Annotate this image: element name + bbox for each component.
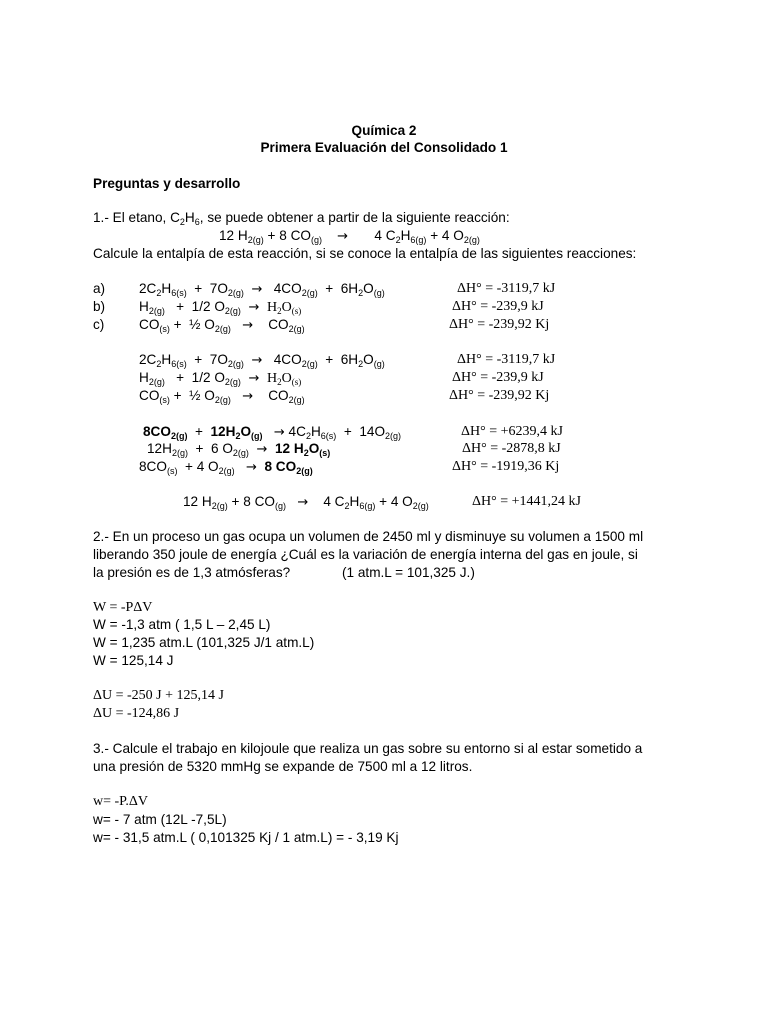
q1-repeat-equation-1: $2C_2H_{6(s)} + 7O_{2(g)} \to 4CO_{2(g)} + 6H_2O_{(g)}$ bbox=[139, 352, 385, 369]
q1-given-equation-c: $CO_{(s)}$ + ½ $O_{2(g)}$ → $CO_{2(g)}$ bbox=[139, 317, 305, 334]
q2-work-formula: W = -PΔV bbox=[93, 600, 153, 615]
q1-statement: 1.- El etano, $C_2H_6$, se puede obtener a partir de la siguiente reacción: bbox=[93, 210, 510, 227]
q1-repeat-equation-2: $H_{2(g)} + 1/2$ $O_{2(g)} \to H_2O_{(s)}$ bbox=[139, 370, 302, 387]
q1-given-equation-b: $H_{2(g)} + 1/2$ $O_{2(g)} \to H_2O_{(s)}$ bbox=[139, 299, 302, 316]
document-title: Química 2 bbox=[351, 123, 417, 138]
q3-work-line-3: w= - 31,5 atm.L ( 0,101325 Kj / 1 atm.L) = - 3,19 Kj bbox=[93, 830, 399, 845]
q1-repeat-dh-2: ΔH° = -239,9 kJ bbox=[452, 370, 544, 385]
q2-statement-line-3: la presión es de 1,3 atmósferas? bbox=[93, 565, 291, 580]
document-subtitle: Primera Evaluación del Consolidado 1 bbox=[260, 140, 508, 155]
q3-work-formula: w= -P.ΔV bbox=[93, 794, 149, 809]
q1-modified-equation-1: $8CO_{2(g)} + 12H_2O_{(g)}$ → $4C_2H_{6(s)} + 14O_{2(g)}$ bbox=[143, 424, 402, 441]
q2-energy-line-2: ΔU = -124,86 J bbox=[93, 706, 180, 721]
q1-given-dh-c: ΔH° = -239,92 Kj bbox=[449, 317, 550, 332]
q1-target-reaction: 12 $H_{2(g)} + 8$ $CO_{(g)}$ → 4 $C_2H_{6(g)} + 4$ $O_{2(g)}$ bbox=[219, 228, 480, 245]
q3-work-line-2: w= - 7 atm (12L -7,5L) bbox=[93, 812, 227, 827]
q2-statement-line-2: liberando 350 joule de energía ¿Cuál es la variación de energía interna del gas en joule, si bbox=[93, 547, 638, 562]
q1-result-equation: 12 $H_{2(g)} + 8$ $CO_{(g)}$ → 4 $C_2H_{6(g)} + 4$ $O_{2(g)}$ bbox=[183, 494, 429, 511]
q1-given-label-b: b) bbox=[93, 299, 106, 314]
q1-given-equation-a: $2C_2H_{6(s)} + 7O_{2(g)} \to 4CO_{2(g)} + 6H_2O_{(g)}$ bbox=[139, 281, 385, 298]
q3-statement-line-2: una presión de 5320 mmHg se expande de 7500 ml a 12 litros. bbox=[93, 759, 473, 774]
q1-given-label-a: a) bbox=[93, 281, 106, 296]
q1-repeat-dh-3: ΔH° = -239,92 Kj bbox=[449, 388, 550, 403]
q1-given-dh-a: ΔH° = -3119,7 kJ bbox=[457, 281, 556, 296]
q1-given-dh-b: ΔH° = -239,9 kJ bbox=[452, 299, 544, 314]
q1-instruction: Calcule la entalpía de esta reacción, si se conoce la entalpía de las siguientes reacciones: bbox=[93, 246, 637, 261]
q1-modified-dh-1: ΔH° = +6239,4 kJ bbox=[461, 424, 563, 439]
q3-statement-line-1: 3.- Calcule el trabajo en kilojoule que realiza un gas sobre su entorno si al estar sometido a bbox=[93, 741, 643, 756]
q2-work-line-2: W = -1,3 atm ( 1,5 L – 2,45 L) bbox=[93, 617, 271, 632]
q1-modified-dh-3: ΔH° = -1919,36 Kj bbox=[452, 459, 560, 474]
q2-work-line-3: W = 1,235 atm.L (101,325 J/1 atm.L) bbox=[93, 635, 315, 650]
q2-conversion-factor: (1 atm.L = 101,325 J.) bbox=[342, 565, 475, 580]
section-heading: Preguntas y desarrollo bbox=[93, 176, 241, 191]
q1-repeat-equation-3: $CO_{(s)}$ + ½ $O_{2(g)}$ → $CO_{2(g)}$ bbox=[139, 388, 305, 405]
q1-result-dh: ΔH° = +1441,24 kJ bbox=[472, 494, 581, 509]
q2-work-line-4: W = 125,14 J bbox=[93, 653, 174, 668]
q1-modified-equation-2: $12H_{2(g)} + 6$ $O_{2(g)} \to 12$ $H_2O_{(s)}$ bbox=[147, 441, 331, 458]
q2-energy-line-1: ΔU = -250 J + 125,14 J bbox=[93, 688, 224, 703]
q1-modified-dh-2: ΔH° = -2878,8 kJ bbox=[462, 441, 561, 456]
q2-statement-line-1: 2.- En un proceso un gas ocupa un volumen de 2450 ml y disminuye su volumen a 1500 ml bbox=[93, 529, 644, 544]
q1-modified-equation-3: $8CO_{(s)} + 4$ $O_{2(g)}$ → 8 $CO_{2(g)}$ bbox=[139, 459, 313, 476]
q1-given-label-c: c) bbox=[93, 317, 105, 332]
q1-repeat-dh-1: ΔH° = -3119,7 kJ bbox=[457, 352, 556, 367]
